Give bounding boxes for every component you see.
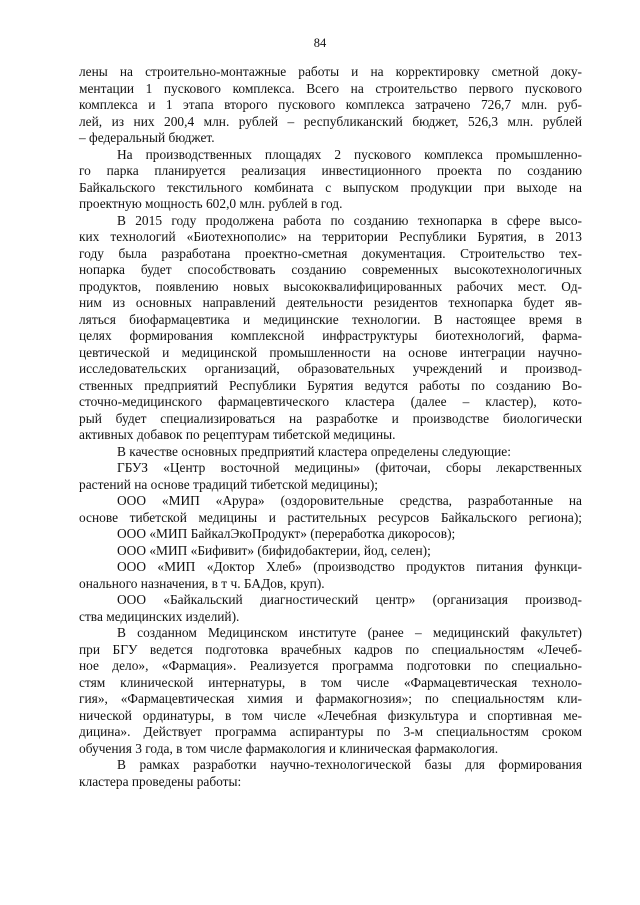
text-line: основе тибетской медицины и растительных ресурсов Байкальского региона); <box>79 509 582 525</box>
text-line: при БГУ ведется подготовка врачебных кадров по специальностям «Лечеб- <box>79 641 582 657</box>
text-line: ментации 1 пускового комплекса. Всего на строительство первого пускового <box>79 80 582 96</box>
text-line: активных добавок по рецептурам тибетской медицины. <box>79 427 396 442</box>
text-line: лены на строительно-монтажные работы и на корректировку сметной доку- <box>79 64 582 79</box>
body-text <box>79 64 582 790</box>
text-line: ООО «МИП «Бифивит» (бифидобактерии, йод, селен); <box>117 542 431 558</box>
text-line: цевтической и медицинской промышленности на основе интеграции научно- <box>79 344 582 360</box>
text-line: ООО «МИП БайкалЭкоПродукт» (переработка дикоросов); <box>117 526 456 541</box>
text-line: ственных предприятий Республики Бурятия ведутся работы по созданию Во- <box>79 377 582 393</box>
text-line: обучения 3 года, в том числе фармакология и клиническая фармакология. <box>79 740 499 756</box>
text-line: гия», «Фармацевтическая химия и фармакогнозия»; по специальностям кли- <box>79 691 582 706</box>
text-line: проектную мощность 602,0 млн. рублей в год. <box>79 196 343 211</box>
text-line: дицина». Действует программа аспирантуры по 3-м специальностям сроком <box>79 724 582 739</box>
text-line: В качестве основных предприятий кластера определены следующие: <box>117 443 511 459</box>
text-line: стям клинической интернатуры, в том числе «Фармацевтическая техноло- <box>79 674 582 690</box>
text-line: ним из основных направлений деятельности резидентов технопарка будет яв- <box>79 295 582 310</box>
text-line: На производственных площадях 2 пускового комплекса промышленно- <box>117 146 582 162</box>
text-line: В рамках разработки научно-технологической базы для формирования <box>117 757 582 772</box>
text-line: ства медицинских изделий). <box>79 608 240 624</box>
text-line: растений на основе традиций тибетской медицины); <box>79 476 379 492</box>
text-line: ное дело», «Фармация». Реализуется программа подготовки по специально- <box>79 658 582 673</box>
text-line: ООО «МИП «Доктор Хлеб» (производство продуктов питания функци- <box>117 559 582 574</box>
text-line: В 2015 году продолжена работа по созданию технопарка в сфере высо- <box>117 212 582 228</box>
text-line: кластера проведены работы: <box>79 773 242 789</box>
text-line: году была разработана проектно-сметная документация. Строительство тех- <box>79 245 582 261</box>
text-line: В созданном Медицинском институте (ранее – медицинский факультет) <box>117 625 582 640</box>
text-line: рый будет специализироваться на разработке и производстве биологически <box>79 410 582 426</box>
text-line: ГБУЗ «Центр восточной медицины» (фиточаи, сборы лекарственных <box>117 460 582 475</box>
text-line: сточно-медицинского фармацевтического кластера (далее – кластер), кото- <box>79 394 582 409</box>
text-line: го парка планируется реализация инвестиционного проекта по созданию <box>79 163 582 178</box>
text-line: целях формирования комплексной инфраструктуры биотехнологий, фарма- <box>79 328 582 343</box>
text-line: исследовательских организаций, образовательных учреждений и производ- <box>79 361 582 376</box>
text-line: ких технологий «Биотехнополис» на территории Республики Бурятия, в 2013 <box>79 229 582 244</box>
text-line: – федеральный бюджет. <box>79 130 215 145</box>
text-line: лей, из них 200,4 млн. рублей – республиканский бюджет, 526,3 млн. рублей <box>79 113 582 129</box>
text-line: ООО «Байкальский диагностический центр» (организация производ- <box>117 592 582 607</box>
text-line: ООО «МИП «Арура» (оздоровительные средства, разработанные на <box>117 493 582 508</box>
text-line: Байкальского текстильного комбината с выпуском продукции при выходе на <box>79 179 582 195</box>
text-line: ляться биофармацевтика и медицинские технологии. В настоящее время в <box>79 311 582 327</box>
page-number: 84 <box>313 36 327 50</box>
text-line: нопарка будет способствовать созданию современных высокотехнологичных <box>79 262 582 277</box>
text-line: продуктов, появлению новых высококвалифицированных рабочих мест. Од- <box>79 278 582 294</box>
text-line: комплекса и 1 этапа второго пускового комплекса затрачено 726,7 млн. руб- <box>79 97 582 112</box>
text-line: нической ординатуры, в том числе «Лечебная физкультура и спортивная ме- <box>79 707 582 723</box>
text-line: онального назначения, в т ч. БАДов, круп). <box>79 575 325 591</box>
